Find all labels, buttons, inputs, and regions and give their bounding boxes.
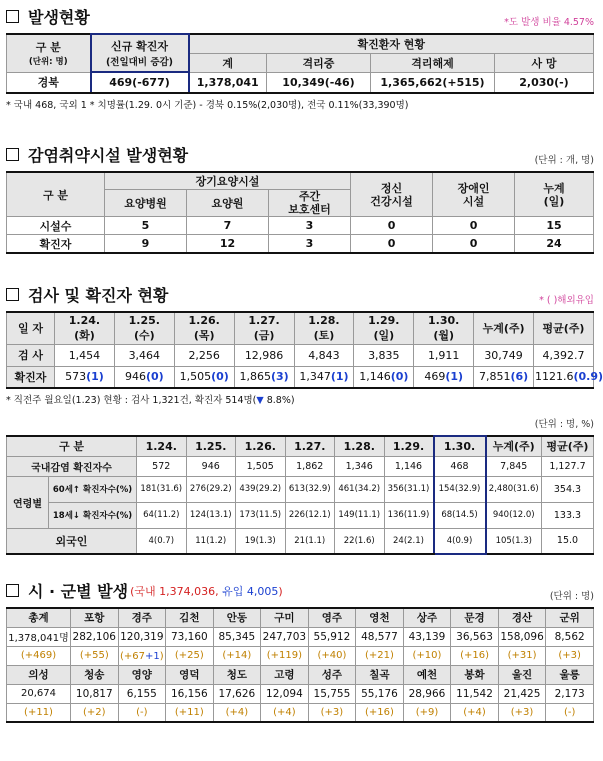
cell: 7 [187,217,269,235]
cell: 19(1.3) [236,528,286,554]
header-date: 1.24. [137,436,187,456]
age-group-label: 연령별 [7,476,49,528]
header-date-4: 1.27. (금) [234,312,294,344]
region-name: 상주 [403,608,451,627]
cell: 21(1.1) [285,528,335,554]
header-date: 1.26. [236,436,286,456]
cell: 7,845 [486,456,542,476]
region-count: 16,156 [166,684,214,703]
region-count: 2,173 [546,684,594,703]
region-name: 청도 [213,665,261,684]
header-nursing-hospital: 요양병원 [105,190,187,217]
cell: 68(14.5) [434,502,486,528]
header-date-highlighted: 1.30. [434,436,486,456]
checkbox-square-icon [6,288,19,301]
cell: 24(2.1) [384,528,434,554]
region-count: 20,674 [7,684,71,703]
region-count: 247,703 [261,627,309,646]
header-date-5: 1.28. (토) [294,312,354,344]
region-delta: (+119) [261,646,309,665]
row-confirmed-label: 확진자 [7,235,105,253]
region-name: 군위 [546,608,594,627]
row-domestic-label: 국내감염 확진자수 [7,456,137,476]
checkbox-square-icon [6,10,19,23]
footnote: * 국내 468, 국외 1 * 치명률(1.29. 0시 기준) - 경북 0.15%(2,030명), 전국 0.11%(33,390명) [6,100,409,111]
region-count: 1,378,041명 [7,627,71,646]
region-delta: (+2) [71,703,119,722]
region-name: 총계 [7,608,71,627]
header-new-cases: 신규 확진자 (전일대비 증감) [91,34,189,72]
region-count: 17,626 [213,684,261,703]
region-name: 문경 [451,608,499,627]
header-long-term-care: 장기요양시설 [105,172,351,190]
region-delta: (+11) [7,703,71,722]
cell: 124(13.1) [186,502,236,528]
cell: 0 [433,217,515,235]
region-count: 28,966 [403,684,451,703]
overseas-note: * ( )해외유입 [539,295,594,306]
region-delta: (+9) [403,703,451,722]
unit-note: (단위 : 개, 명) [534,155,594,166]
cell: 2,480(31.6) [486,476,542,502]
unit-note: (단위 : 명, %) [534,419,594,430]
total-value: 1,378,041 [189,72,267,93]
header-gubun: 구 분 (단위: 명) [7,34,91,72]
header-daycare: 주간 보호센터 [269,190,351,217]
header-date: 1.25. [186,436,236,456]
region-count: 55,176 [356,684,404,703]
cell: 0 [433,235,515,253]
header-date-1: 1.24. (화) [55,312,115,344]
cell: 3 [269,217,351,235]
region-count: 11,542 [451,684,499,703]
region-delta: (+16) [451,646,499,665]
down-arrow-icon: ▼ [256,395,264,406]
unit-note: (단위 : 명) [549,591,594,602]
cell: 11(1.2) [186,528,236,554]
region-name: 의성 [7,665,71,684]
region-count: 282,106 [71,627,119,646]
cell: 354.3 [542,476,594,502]
deaths-value: 2,030(-) [495,72,594,93]
region-name: 영주 [308,608,356,627]
region-count: 73,160 [166,627,214,646]
cell: 12 [187,235,269,253]
cell: 1,505 [236,456,286,476]
region-name: 경산 [498,608,546,627]
cell: 22(1.6) [335,528,385,554]
header-date: 1.27. [285,436,335,456]
cell: 0 [351,235,433,253]
header-date: 1.28. [335,436,385,456]
cell: 4,392.7 [534,344,594,366]
header-total: 계 [189,53,267,72]
region-count: 15,755 [308,684,356,703]
cell: 3,835 [354,344,414,366]
region-delta: (+4) [451,703,499,722]
region-delta: (+3) [308,703,356,722]
region-name: 예천 [403,665,451,684]
row-tests-label: 검 사 [7,344,55,366]
section-title: 시 · 군별 발생 (국내 1,374,036, 유입 4,005) [6,579,283,602]
header-date: 1.29. [384,436,434,456]
region-count: 12,094 [261,684,309,703]
cell: 2,256 [174,344,234,366]
section-age-breakdown [6,416,594,555]
cell: 946(0) [114,366,174,388]
cell: 946 [186,456,236,476]
checkbox-square-icon [6,584,19,597]
region-name: 영덕 [166,665,214,684]
cell: 24 [515,235,594,253]
header-confirmed-group: 확진환자 현황 [189,34,594,53]
header-date-7: 1.30. (월) [414,312,474,344]
region-name: 안동 [213,608,261,627]
row-18minus-label: 18세↓ 확진자수(%) [49,502,137,528]
new-cases-value: 469(-677) [91,72,189,93]
region-count: 55,912 [308,627,356,646]
region-delta: (-) [546,703,594,722]
region-name: 울릉 [546,665,594,684]
cell: 573(1) [55,366,115,388]
cell: 1,505(0) [174,366,234,388]
region-delta: (+469) [7,646,71,665]
cell: 461(34.2) [335,476,385,502]
header-date-6: 1.29. (일) [354,312,414,344]
header-disability: 장애인 시설 [433,172,515,217]
header-mental-health: 정신 건강시설 [351,172,433,217]
cell: 3,464 [114,344,174,366]
section-title: 발생현황 [6,5,90,28]
region-delta: (+10) [403,646,451,665]
region-count: 21,425 [498,684,546,703]
region-delta: (+3) [498,703,546,722]
region-count: 43,139 [403,627,451,646]
cell: 940(12.0) [486,502,542,528]
cell: 468 [434,456,486,476]
footnote: * 직전주 월요일(1.23) 현황 : 검사 1,321건, 확진자 514명(▼ 8.8%) [6,395,295,406]
cell: 12,986 [234,344,294,366]
section-title: 검사 및 확진자 현황 [6,283,168,306]
region-name: 포항 [71,608,119,627]
region-count: 120,319 [118,627,166,646]
row-facilities-label: 시설수 [7,217,105,235]
region-delta: (-) [118,703,166,722]
section-city-county [6,578,594,723]
cell: 9 [105,235,187,253]
header-average: 평균(주) [542,436,594,456]
cell: 181(31.6) [137,476,187,502]
header-isolating: 격리중 [267,53,371,72]
cell: 30,749 [474,344,534,366]
cell: 1,865(3) [234,366,294,388]
cell: 15.0 [542,528,594,554]
region-name: 경주 [118,608,166,627]
header-date-3: 1.26. (목) [174,312,234,344]
cell: 4(0.7) [137,528,187,554]
row-foreign-label: 외국인 [7,528,137,554]
region-table [6,607,594,723]
header-date: 일 자 [7,312,55,344]
cell: 469(1) [414,366,474,388]
cell: 1,862 [285,456,335,476]
region-count: 158,096 [498,627,546,646]
cell: 7,851(6) [474,366,534,388]
cell: 154(32.9) [434,476,486,502]
section-vulnerable-facilities [6,142,594,254]
region-name: 성주 [308,665,356,684]
ratio-note: *도 발생 비율 4.57% [504,17,594,28]
checkbox-square-icon [6,148,19,161]
header-nursing-home: 요양원 [187,190,269,217]
age-table [6,435,594,555]
cell: 356(31.1) [384,476,434,502]
section-tests-and-cases [6,282,603,406]
region-count: 10,817 [71,684,119,703]
title-subtotals: (국내 1,374,036, 유입 4,005) [130,584,283,598]
region-delta: (+67+1) [118,646,166,665]
header-gubun: 구 분 [7,436,137,456]
region-count: 36,563 [451,627,499,646]
cell: 1,146 [384,456,434,476]
region-name: 고령 [261,665,309,684]
cell: 173(11.5) [236,502,286,528]
row-label: 경북 [7,72,91,93]
header-total: 누계(주) [486,436,542,456]
row-confirmed-label: 확진자 [7,366,55,388]
header-cumulative: 누계 (일) [515,172,594,217]
region-delta: (+21) [356,646,404,665]
cell: 133.3 [542,502,594,528]
cell: 4,843 [294,344,354,366]
region-name: 울진 [498,665,546,684]
cell: 1,347(1) [294,366,354,388]
region-delta: (+4) [261,703,309,722]
region-delta: (+25) [166,646,214,665]
cell: 15 [515,217,594,235]
header-released: 격리해제 [371,53,495,72]
cell: 64(11.2) [137,502,187,528]
region-name: 영양 [118,665,166,684]
header-date-2: 1.25. (수) [114,312,174,344]
cell: 105(1.3) [486,528,542,554]
facilities-table [6,171,594,254]
region-delta: (+31) [498,646,546,665]
cell: 613(32.9) [285,476,335,502]
cell: 226(12.1) [285,502,335,528]
region-delta: (+3) [546,646,594,665]
section-outbreak-status [6,4,594,111]
header-total: 누계(주) [474,312,534,344]
header-gubun: 구 분 [7,172,105,217]
cell: 1,454 [55,344,115,366]
section-title: 감염취약시설 발생현황 [6,143,188,166]
cell: 149(11.1) [335,502,385,528]
cell: 1121.6(0.9) [534,366,594,388]
cell: 572 [137,456,187,476]
region-count: 85,345 [213,627,261,646]
region-count: 8,562 [546,627,594,646]
region-count: 48,577 [356,627,404,646]
cell: 1,346 [335,456,385,476]
released-value: 1,365,662(+515) [371,72,495,93]
region-name: 구미 [261,608,309,627]
region-delta: (+14) [213,646,261,665]
region-count: 6,155 [118,684,166,703]
cell: 3 [269,235,351,253]
cell: 439(29.2) [236,476,286,502]
region-name: 청송 [71,665,119,684]
header-deaths: 사 망 [495,53,594,72]
region-name: 칠곡 [356,665,404,684]
region-name: 김천 [166,608,214,627]
cell: 136(11.9) [384,502,434,528]
region-delta: (+11) [166,703,214,722]
cell: 0 [351,217,433,235]
cell: 276(29.2) [186,476,236,502]
cell: 1,911 [414,344,474,366]
region-name: 영천 [356,608,404,627]
cell: 1,146(0) [354,366,414,388]
cell: 4(0.9) [434,528,486,554]
region-delta: (+16) [356,703,404,722]
row-60plus-label: 60세↑ 확진자수(%) [49,476,137,502]
cell: 5 [105,217,187,235]
isolating-value: 10,349(-46) [267,72,371,93]
header-average: 평균(주) [534,312,594,344]
outbreak-table [6,33,594,94]
region-name: 봉화 [451,665,499,684]
region-delta: (+40) [308,646,356,665]
region-delta: (+4) [213,703,261,722]
cell: 1,127.7 [542,456,594,476]
tests-table [6,311,603,389]
region-delta: (+55) [71,646,119,665]
